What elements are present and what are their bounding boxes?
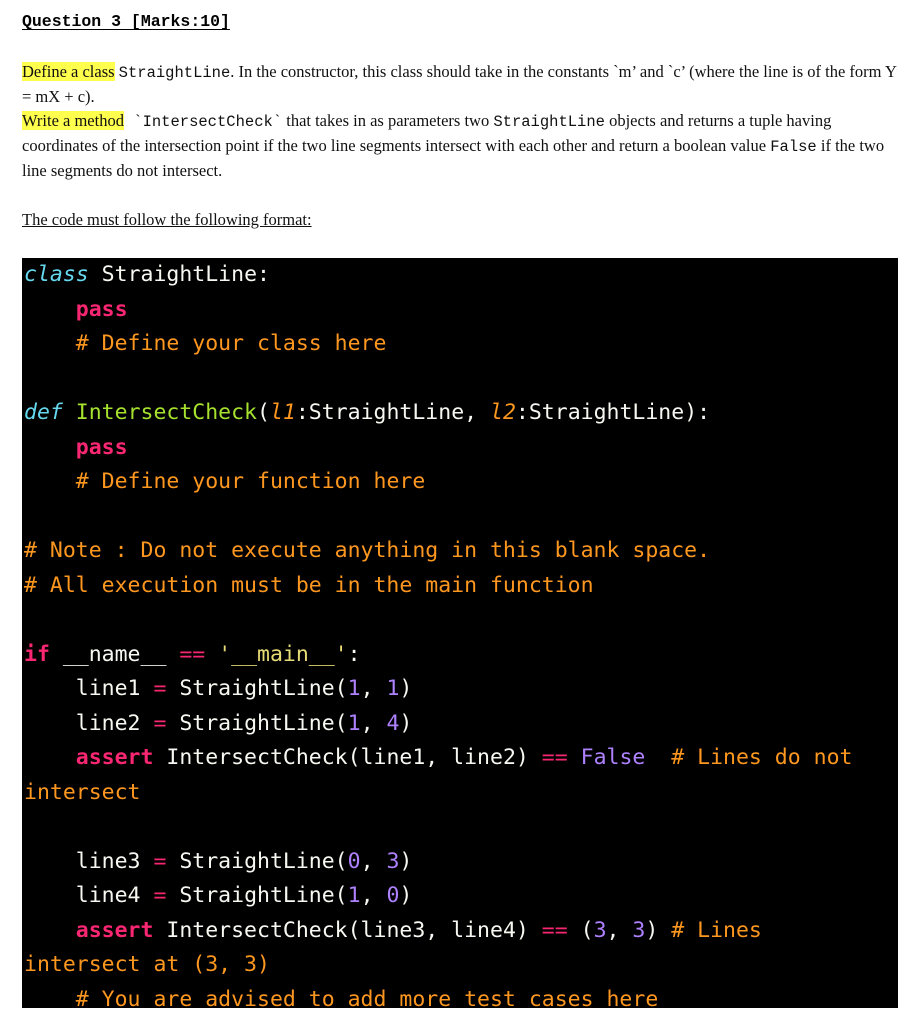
highlight-write-method: Write a method (22, 111, 124, 130)
code-line-blank (22, 603, 898, 638)
code-line: if __name__ == '__main__': (24, 641, 361, 667)
code-line: intersect (24, 779, 141, 805)
code-line-blank (22, 500, 898, 535)
code-line: intersect at (3, 3) (24, 952, 270, 977)
description-text-1: . In the constructor, this class should take in the constants `m’ and `c’ (where the line is of the form Y = mX + c). (22, 62, 897, 106)
description-text-3: objects and returns a tuple having coordinates of the intersection point if the two line segments intersect with each other and return a boolean value (22, 111, 832, 155)
code-line: # You are advised to add more test cases here (75, 986, 659, 1008)
code-line-blank (22, 810, 898, 845)
description-text-2: that takes in as parameters two (282, 111, 494, 130)
code-line: # Note : Do not execute anything in this blank space. (24, 538, 711, 563)
code-line: def IntersectCheck(l1:StraightLine, l2:StraightLine): (24, 400, 711, 425)
code-line: line1 = StraightLine(1, 1) (24, 676, 413, 701)
format-note: The code must follow the following format: (22, 210, 312, 229)
code-line-blank (22, 362, 898, 397)
code-line: # Define your class here (75, 331, 387, 356)
code-line: # Define your function here (75, 469, 426, 494)
class-name-inline: StraightLine (118, 64, 231, 82)
class-name-inline-2: StraightLine (493, 113, 605, 131)
highlight-define-class: Define a class (22, 62, 115, 81)
code-line: # All execution must be in the main function (24, 572, 594, 598)
code-line: line2 = StraightLine(1, 4) (24, 710, 413, 736)
question-heading: Question 3 [Marks:10] (22, 12, 230, 31)
code-line: line4 = StraightLine(1, 0) (24, 883, 413, 908)
code-line: line3 = StraightLine(0, 3) (24, 848, 413, 874)
code-line: pass (75, 434, 128, 460)
description-text-4: if the two line segments do not intersect. (22, 136, 885, 180)
method-name-inline: `IntersectCheck` (123, 113, 283, 131)
code-line: assert IntersectCheck(line3, line4) == (3, 3) # Lines (75, 917, 762, 943)
code-line: pass (75, 296, 128, 322)
code-block (22, 258, 898, 1008)
code-line: class StraightLine: (24, 262, 270, 287)
question-description (22, 60, 902, 183)
code-line: assert IntersectCheck(line1, line2) == False # Lines do not (75, 745, 853, 770)
false-literal-inline: False (770, 138, 817, 156)
